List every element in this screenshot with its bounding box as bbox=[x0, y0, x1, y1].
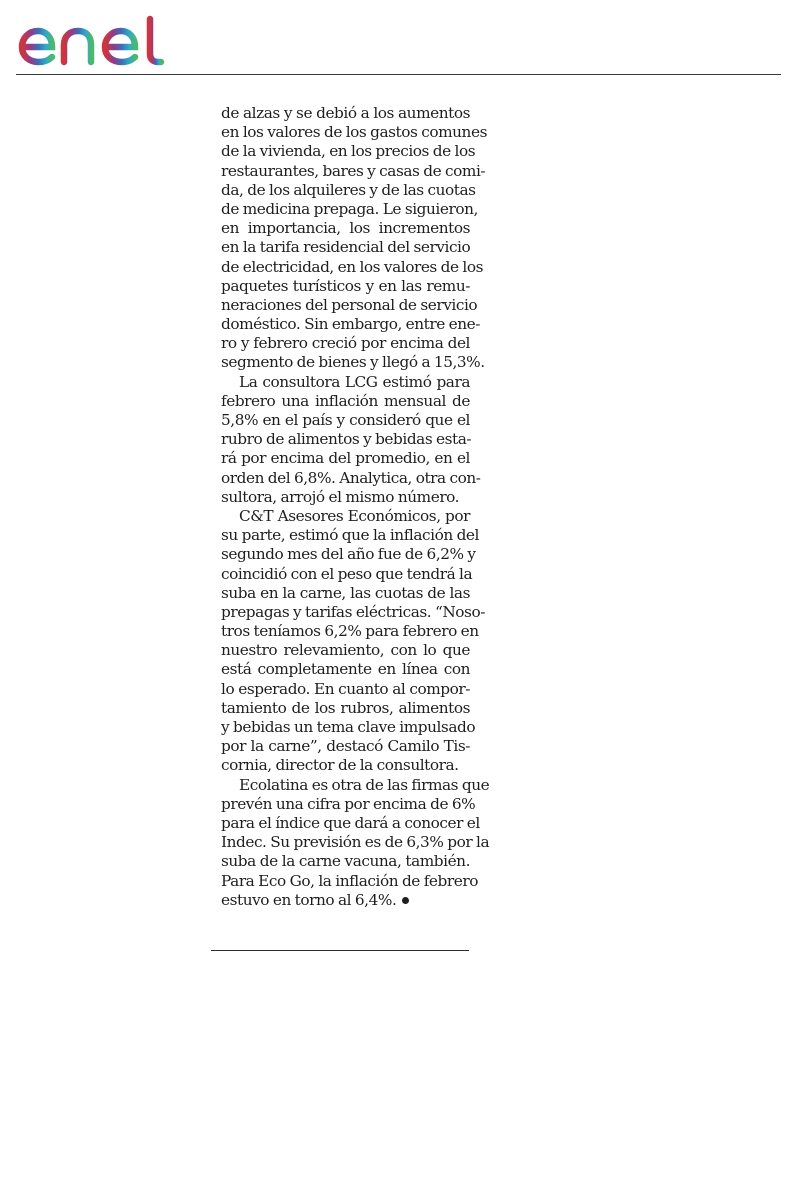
text-line: suba de la carne vacuna, también. bbox=[221, 852, 470, 871]
text-line: Para Eco Go, la inflación de febrero bbox=[221, 871, 478, 890]
text-line: nuestro relevamiento, con lo que bbox=[221, 641, 470, 660]
text-line: rubro de alimentos y bebidas esta- bbox=[221, 430, 472, 449]
text-line: tamiento de los rubros, alimentos bbox=[221, 698, 470, 717]
text-line: en importancia, los incrementos bbox=[221, 219, 470, 238]
text-line: 5,8% en el país y consideró que el bbox=[221, 411, 470, 429]
text-line: Ecolatina es otra de las firmas que bbox=[239, 775, 490, 794]
text-line: en los valores de los gastos comunes bbox=[221, 123, 487, 142]
footer-divider bbox=[211, 950, 469, 951]
text-line: sultora, arrojó el mismo número. bbox=[221, 487, 460, 506]
text-line: restaurantes, bares y casas de comi- bbox=[221, 161, 486, 180]
end-of-article-mark bbox=[402, 897, 409, 904]
header-divider bbox=[16, 74, 781, 75]
text-line: estuvo en torno al 6,4%. bbox=[221, 891, 470, 910]
text-line: segmento de bienes y llegó a 15,3%. bbox=[221, 353, 485, 372]
article-paragraph bbox=[221, 372, 481, 507]
text-line: La consultora LCG estimó para bbox=[239, 372, 470, 391]
text-line: lo esperado. En cuanto al compor- bbox=[221, 679, 470, 698]
text-line: doméstico. Sin embargo, entre ene- bbox=[221, 315, 480, 334]
text-line: orden del 6,8%. Analytica, otra con- bbox=[221, 468, 481, 487]
text-line: está completamente en línea con bbox=[221, 660, 470, 679]
article-column bbox=[221, 104, 490, 910]
text-line: de medicina prepaga. Le siguieron, bbox=[221, 199, 478, 218]
text-line: paquetes turísticos y en las remu- bbox=[221, 276, 470, 295]
text-line: por la carne”, destacó Camilo Tis- bbox=[221, 737, 470, 756]
article-paragraph bbox=[221, 506, 485, 776]
text-line: su parte, estimó que la inflación del bbox=[221, 526, 479, 545]
text-line: ro y febrero creció por encima del bbox=[221, 334, 470, 353]
text-line: da, de los alquileres y de las cuotas bbox=[221, 180, 476, 199]
text-line: tros teníamos 6,2% para febrero en bbox=[221, 622, 479, 641]
article-paragraph bbox=[221, 775, 490, 910]
article-paragraph bbox=[221, 104, 487, 373]
text-line: y bebidas un tema clave impulsado bbox=[221, 718, 476, 736]
text-line: Indec. Su previsión es de 6,3% por la bbox=[221, 833, 490, 852]
text-line: en la tarifa residencial del servicio bbox=[221, 238, 471, 257]
text-line: de electricidad, en los valores de los bbox=[221, 257, 483, 276]
text-line: de la vivienda, en los precios de los bbox=[221, 142, 476, 161]
text-line: suba en la carne, las cuotas de las bbox=[221, 583, 470, 602]
text-line: de alzas y se debió a los aumentos bbox=[221, 104, 470, 122]
text-line: para el índice que dará a conocer el bbox=[221, 813, 480, 832]
text-line: neraciones del personal de servicio bbox=[221, 295, 478, 314]
text-line: prevén una cifra por encima de 6% bbox=[221, 794, 476, 813]
text-line: coincidió con el peso que tendrá la bbox=[221, 564, 473, 583]
text-line: febrero una inflación mensual de bbox=[221, 391, 470, 410]
enel-logo bbox=[14, 14, 174, 70]
text-line: prepagas y tarifas eléctricas. “Noso- bbox=[221, 602, 485, 621]
text-line: segundo mes del año fue de 6,2% y bbox=[221, 545, 476, 564]
text-line: C&T Asesores Económicos, por bbox=[239, 506, 470, 525]
text-line: rá por encima del promedio, en el bbox=[221, 449, 470, 468]
text-line: cornia, director de la consultora. bbox=[221, 756, 459, 775]
